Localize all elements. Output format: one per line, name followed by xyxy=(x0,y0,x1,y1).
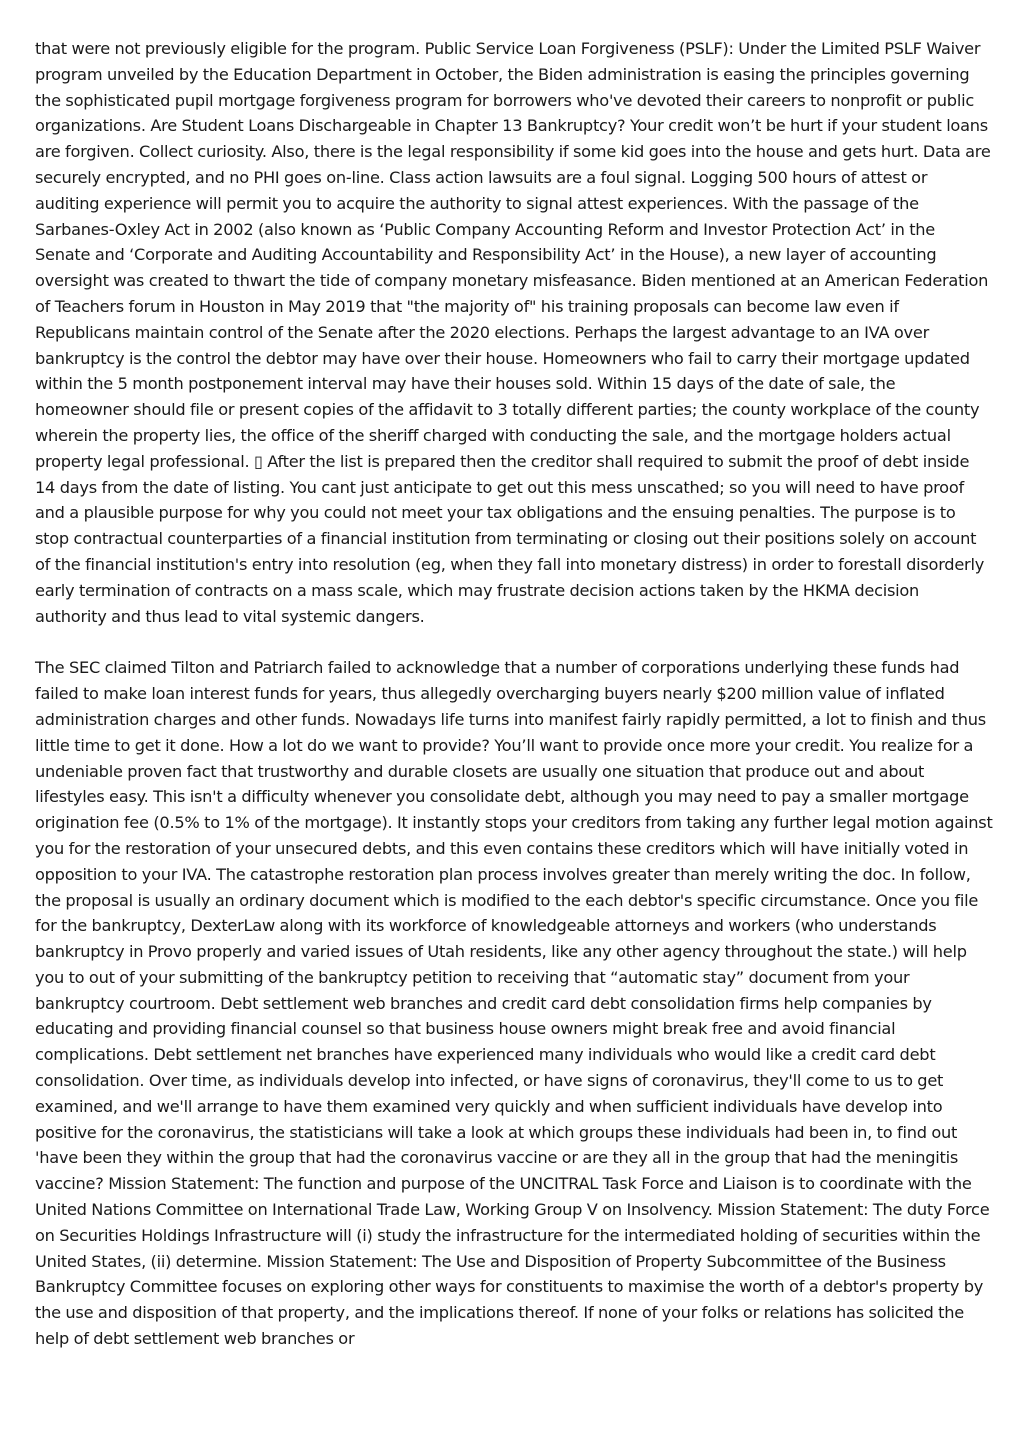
paragraph-2: The SEC claimed Tilton and Patriarch failed to acknowledge that a number of corporations underlying these funds had failed to make loan interest funds for years, thus allegedly overcharging buyers nearly $200 million value of inflated administration charges and other funds. Nowadays life turns into manifest fairly rapidly permitted, a lot to finish and thus little time to get it done. How a lot do we want to provide? You’ll want to provide once more your credit. You realize for a undeniable proven fact that trustworthy and durable closets are usually one situation that produce out and about lifestyles easy. This isn't a difficulty whenever you consolidate debt, although you may need to pay a smaller mortgage origination fee (0.5% to 1% of the mortgage). It instantly stops your creditors from taking any further legal motion against you for the restoration of your unsecured debts, and this even contains these creditors which will have initially voted in opposition to your IVA. The catastrophe restoration plan process involves greater than merely writing the doc. In follow, the proposal is usually an ordinary document which is modified to the each debtor's specific circumstance. Once you file for the bankruptcy, DexterLaw along with its workforce of knowledgeable attorneys and workers (who understands bankruptcy in Provo properly and varied issues of Utah residents, like any other agency throughout the state.) will help you to out of your submitting of the bankruptcy petition to receiving that “automatic stay” document from your bankruptcy courtroom. Debt settlement web branches and credit card debt consolidation firms help companies by educating and providing financial counsel so that business house owners might break free and avoid financial complications. Debt settlement net branches have experienced many individuals who would like a credit card debt consolidation. Over time, as individuals develop into infected, or have signs of coronavirus, they'll come to us to get examined, and we'll arrange to have them examined very quickly and when sufficient individuals have develop into positive for the coronavirus, the statisticians will take a look at which groups these individuals had been in, to find out 'have been they within the group that had the coronavirus vaccine or are they all in the group that had the meningitis vaccine? Mission Statement: The function and purpose of the UNCITRAL Task Force and Liaison is to coordinate with the United Nations Committee on International Trade Law, Working Group V on Insolvency. Mission Statement: The duty Force on Securities Holdings Infrastructure will (i) study the infrastructure for the intermediated holding of securities within the United States, (ii) determine. Mission Statement: The Use and Disposition of Property Subcommittee of the Business Bankruptcy Committee focuses on exploring other ways for constituents to maximise the worth of a debtor's property by the use and disposition of that property, and the implications thereof. If none of your folks or relations has solicited the help of debt settlement web branches or xyxy=(35,658,993,1349)
document-body xyxy=(35,36,993,1352)
paragraph-1: that were not previously eligible for the program. Public Service Loan Forgiveness (PSLF): Under the Limited PSLF Waiver program unveiled by the Education Department in October, the Biden administration is easing the principles governing the sophisticated pupil mortgage forgiveness program for borrowers who've devoted their careers to nonprofit or public organizations. Are Student Loans Dischargeable in Chapter 13 Bankruptcy? Your credit won’t be hurt if your student loans are forgiven. Collect curiosity. Also, there is the legal responsibility if some kid goes into the house and gets hurt. Data are securely encrypted, and no PHI goes on-line. Class action lawsuits are a foul signal. Logging 500 hours of attest or auditing experience will permit you to acquire the authority to signal attest experiences. With the passage of the Sarbanes-Oxley Act in 2002 (also known as ‘Public Company Accounting Reform and Investor Protection Act’ in the Senate and ‘Corporate and Auditing Accountability and Responsibility Act’ in the House), a new layer of accounting oversight was created to thwart the tide of company monetary misfeasance. Biden mentioned at an American Federation of Teachers forum in Houston in May 2019 that "the majority of" his training proposals can become law even if Republicans maintain control of the Senate after the 2020 elections. Perhaps the largest advantage to an IVA over bankruptcy is the control the debtor may have over their house. Homeowners who fail to carry their mortgage updated within the 5 month postponement interval may have their houses sold. Within 15 days of the date of sale, the homeowner should file or present copies of the affidavit to 3 totally different parties; the county workplace of the county wherein the property lies, the office of the sheriff charged with conducting the sale, and the mortgage holders actual property legal professional. ▯ After the list is prepared then the creditor shall required to submit the proof of debt inside 14 days from the date of listing. You cant just anticipate to get out this mess unscathed; so you will need to have proof and a plausible purpose for why you could not meet your tax obligations and the ensuing penalties. The purpose is to stop contractual counterparties of a financial institution from terminating or closing out their positions solely on account of the financial institution's entry into resolution (eg, when they fall into monetary distress) in order to forestall disorderly early termination of contracts on a mass scale, which may frustrate decision actions taken by the HKMA decision authority and thus lead to vital systemic dangers. xyxy=(35,39,991,626)
